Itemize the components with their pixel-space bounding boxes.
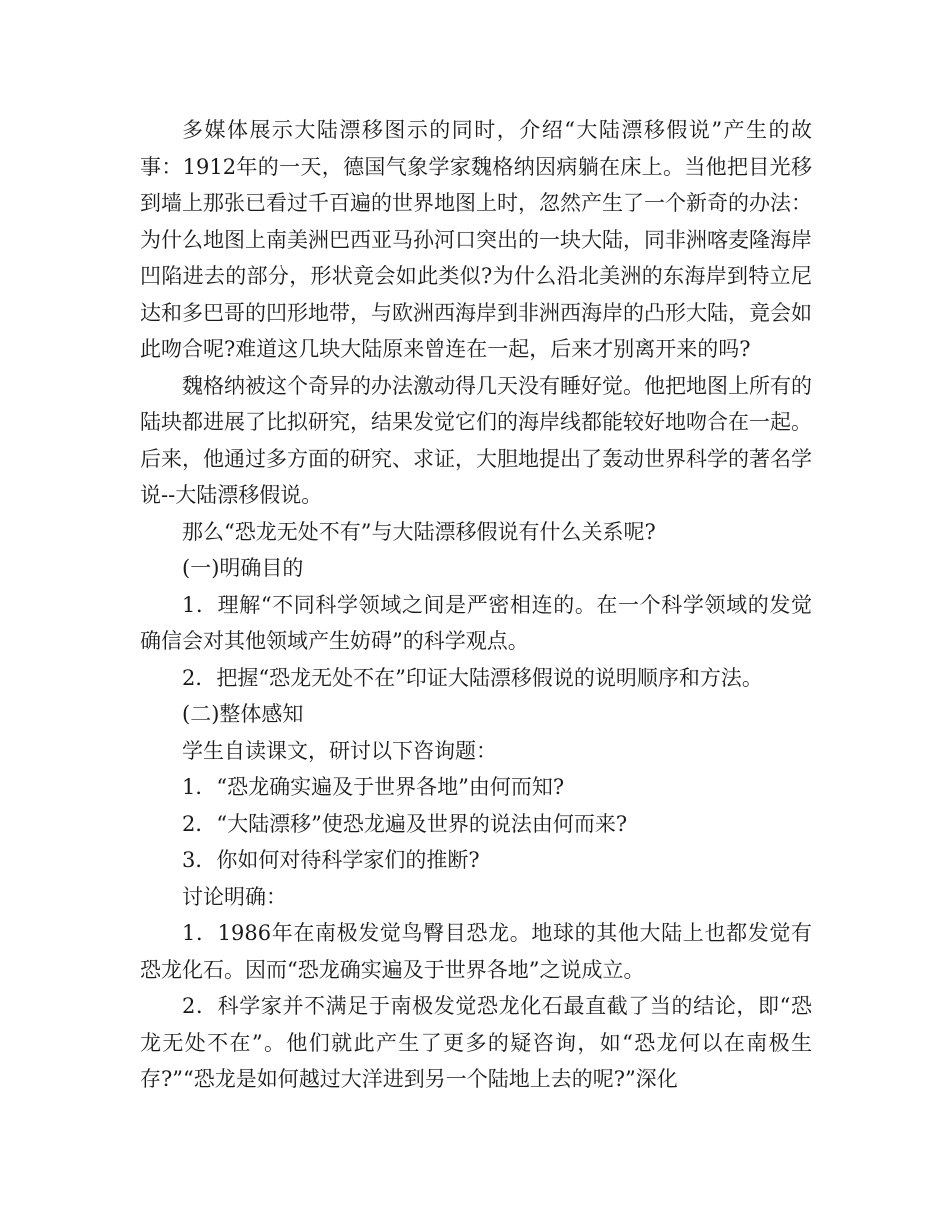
objective-item-2: 2．把握“恐龙无处不在”印证大陆漂移假说的说明顺序和方法。: [182, 665, 763, 690]
question-item-3: 3．你如何对待科学家们的推断?: [182, 848, 480, 872]
paragraph-wegener: 魏格纳被这个奇异的办法激动得几天没有睡好觉。他把地图上所有的陆块都进展了比拟研究，结果发觉它们的海岸线都能较好地吻合在一起。后来，他通过多方面的研究、求证，大胆地提出了轰动世界科学的著名学说--大陆漂移假说。: [140, 373, 812, 507]
objective-item-1: 1．理解“不同科学领域之间是严密相连的。在一个科学领域的发觉确信会对其他领域产生妨碍”的科学观点。: [140, 592, 812, 653]
paragraph-discussion: 讨论明确：: [182, 884, 287, 909]
section-heading-overview: (二)整体感知: [182, 702, 304, 726]
document-body: [140, 112, 812, 1098]
paragraph-self-reading: 学生自读课文，研讨以下咨询题：: [182, 738, 497, 763]
question-item-2: 2．“大陆漂移”使恐龙遍及世界的说法由何而来?: [182, 811, 628, 836]
question-item-1: 1．“恐龙确实遍及于世界各地”由何而知?: [182, 775, 565, 799]
answer-item-2: 2．科学家并不满足于南极发觉恐龙化石最直截了当的结论，即“恐龙无处不在”。他们就此产生了更多的疑咨询，如“恐龙何以在南极生存?”“恐龙是如何越过大洋进到另一个陆地上去的呢?”深化: [140, 994, 812, 1091]
answer-item-1: 1．1986年在南极发觉鸟臀目恐龙。地球的其他大陆上也都发觉有恐龙化石。因而“恐龙确实遍及于世界各地”之说成立。: [140, 921, 812, 982]
section-heading-objectives: (一)明确目的: [182, 556, 304, 580]
paragraph-story-intro: 多媒体展示大陆漂移图示的同时，介绍“大陆漂移假说”产生的故事：1912年的一天，德国气象学家魏格纳因病躺在床上。当他把目光移到墙上那张已看过千百遍的世界地图上时，忽然产生了一个新奇的办法：为什么地图上南美洲巴西亚马孙河口突出的一块大陆，同非洲喀麦隆海岸凹陷进去的部分，形状竟会如此类似?为什么沿北美洲的东海岸到特立尼达和多巴哥的凹形地带，与欧洲西海岸到非洲西海岸的凸形大陆，竟会如此吻合呢?难道这几块大陆原来曾连在一起，后来才别离开来的吗?: [140, 118, 812, 361]
paragraph-question: 那么“恐龙无处不有”与大陆漂移假说有什么关系呢?: [182, 519, 656, 544]
